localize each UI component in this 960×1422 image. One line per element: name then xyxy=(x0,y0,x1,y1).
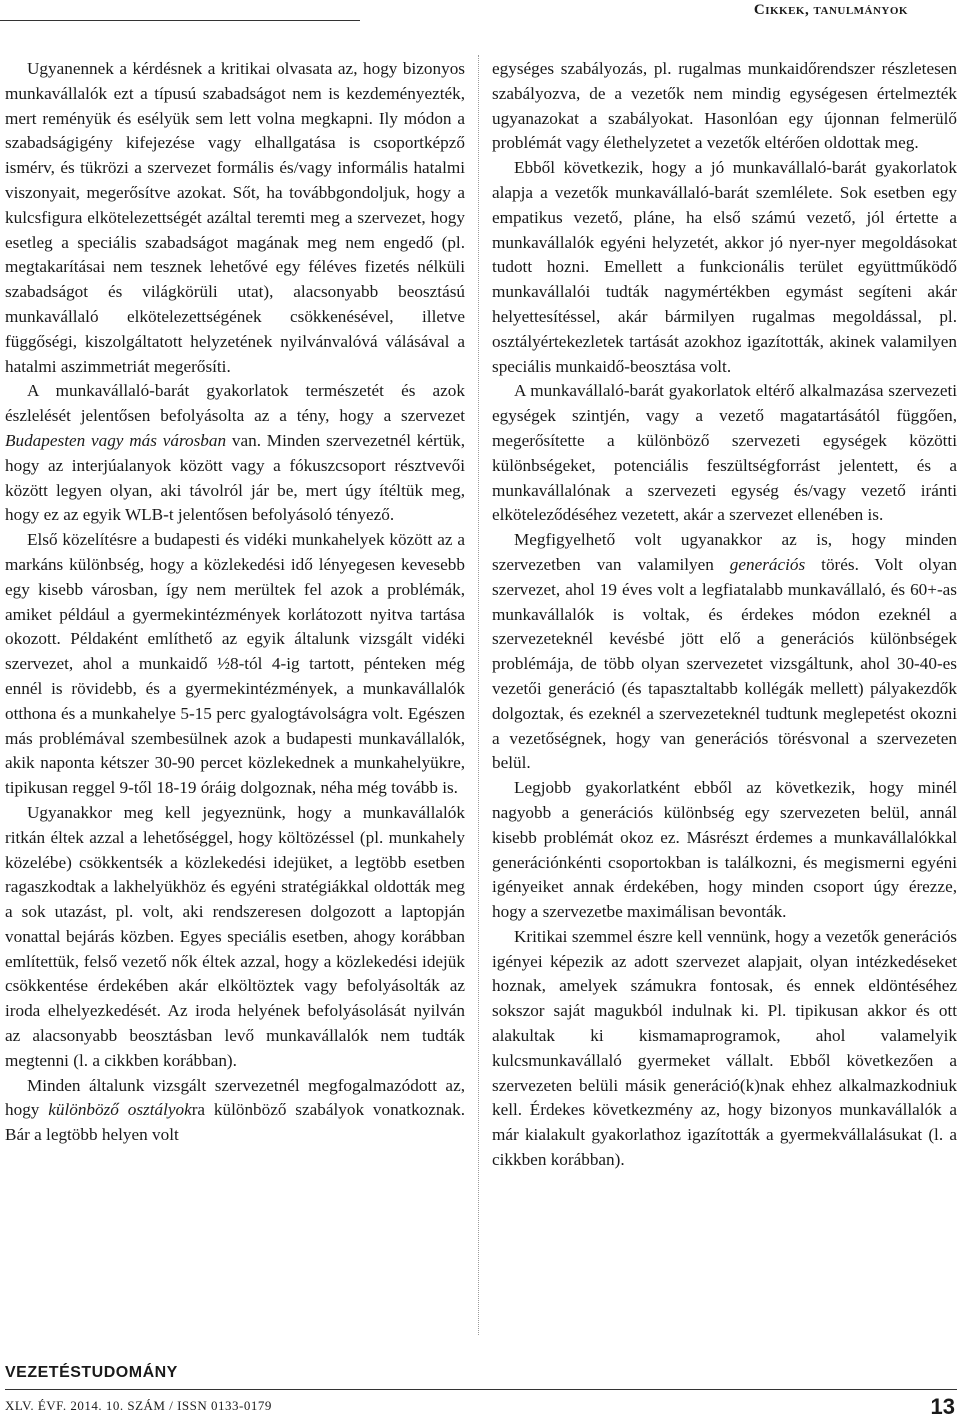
column-divider xyxy=(478,55,479,1335)
italic-text: különböző osztályok xyxy=(48,1100,192,1120)
issue-info: XLV. ÉVF. 2014. 10. SZÁM / ISSN 0133-0179 xyxy=(5,1398,272,1413)
paragraph xyxy=(5,801,465,1074)
text-run: törés. Volt olyan szervezet, ahol 19 éves volt a legfiatalabb munkavállaló, és 60+-as munkavállalók is voltak, és érdekes módon ezeknél a szervezeteknél kevésbé jött elő a generációs különbségek problémája, de több olyan szervezetet vizsgáltunk, ahol 30-40-es vezetői generáció (és tapasztaltabb kollégák mellett) pályakezdők dolgoztak, és ezeknél a szervezeteknél tudtunk meglepetést okozni a vezetőségnek, hogy van generációs törésvonal a szervezeten belül. xyxy=(492,554,958,773)
text-run: van. Minden szervezetnél kértük, hogy az interjúalanyok között vagy a fókuszcsoport résztvevői között legyen olyan, aki távolról jár be, mert úgy ítéltük meg, hogy ez az egyik WLB-t jelentősen befolyásoló tényező. xyxy=(5,430,465,525)
running-header xyxy=(0,0,960,30)
footer-rule xyxy=(5,1389,957,1390)
text-run: Ebből következik, hogy a jó munkavállaló-barát gyakorlatok alapja a vezetők munkavállaló-barát szemlélete. Sok esetben egy empatikus vezető, pláne, ha első számú vezető, jól értette a munkavállalók egyéni helyzetét, akkor jó nyer-nyer megoldásokat tudott hozni. Emellett a funkcionális terület együttműködő munkavállalói tudták nagymértékben egymást segíteni akár helyettesítéssel, akár bármilyen rugalmas megoldással, pl. osztályértekezletek tartását azokhoz igazították, akinek valamilyen speciális munkaidő-beosztása volt. xyxy=(492,158,957,376)
italic-text: Budapesten vagy más városban xyxy=(5,430,227,450)
paragraph xyxy=(5,57,465,379)
text-run: egységes szabályozás, pl. rugalmas munkaidőrendszer részletesen szabályozva, de a vezetők nem mindig egységesen értelmezték ugyanazokat a szabályokat. Hasonlóan egy újonnan felmerülő problémát vagy élethelyzetet a vezetők eltérően oldottak meg. xyxy=(492,59,957,153)
paragraph xyxy=(5,379,465,528)
paragraph xyxy=(492,925,957,1173)
paragraph xyxy=(5,1074,465,1148)
left-column xyxy=(5,57,465,1148)
paragraph xyxy=(492,379,957,528)
right-column xyxy=(492,57,957,1173)
page-number: 13 xyxy=(930,1394,955,1419)
header-rule xyxy=(0,20,360,21)
paragraph xyxy=(492,57,957,156)
text-run: Legjobb gyakorlatként ebből az következik, hogy minél nagyobb a generációs különbség egy szervezeten belül, annál kisebb problémát okoz ez. Másrészt érdemes a munkavállalókkal generációnkénti csoportokban is találkozni, és megismerni egyéni igényeiket annak érdekében, hogy minden csoport úgy érezze, hogy a szervezetbe maximálisan bevonták. xyxy=(492,778,957,922)
text-run: Minden általunk vizsgált szervezetnél megfogalmazódott az, hogy xyxy=(5,1075,465,1120)
italic-text: generációs xyxy=(729,554,806,574)
section-title: Cikkek, tanulmányok xyxy=(753,2,908,18)
text-run: Ugyanakkor meg kell jegyeznünk, hogy a munkavállalók ritkán éltek azzal a lehetőséggel, hogy költözéssel (pl. munkahely közelébe) csökkentsék a közlekedési idejüket, a legtöbb esetben ragaszkodtak a lakhelyükhöz és egyéni stratégiákkal oldották meg a sok utazást, pl. volt, aki rendszeresen dolgozott a laptopján vonattal bejárás közben. Egyes speciális esetben, ahogy korábban említettük, felső vezető nők éltek azzal, hogy a közlekedési idejük csökkentése érdekében akár elköltöztek vagy befolyásolták az iroda elhelyezkedését. Az iroda helyének befolyásolását nyilván az alacsonyabb beosztásban levő munkavállalók nem tudták megtenni (l. a cikkben korábban). xyxy=(5,802,465,1070)
text-run: Megfigyelhető volt ugyanakkor az is, hogy minden szervezetben van valamilyen xyxy=(492,530,957,574)
journal-name: VEZETÉSTUDOMÁNY xyxy=(5,1364,178,1381)
text-run: Első közelítésre a budapesti és vidéki munkahelyek között az a markáns különbség, hogy a közlekedési idő lényegesen kevesebb egy kisebb városban, így nem merültek fel azok a problémák, amiket például a gyermekintézmények korlátozott nyitva tartása okozott. Példaként említhető az egyik általunk vizsgált vidéki szervezet, ahol a munkaidő ½8-tól 4-ig tartott, pénteken még ennél is rövidebb, és a gyermekintézmények, a munkavállalók otthona és a munkahelye 5-15 perc gyalogtávolságra volt. Egészen más problémával szembesülnek azok a budapesti munkavállalók, akik naponta kétszer 30-90 percet közlekednek a munkahelyükre, tipikusan reggel 9-től 18-19 óráig dolgoznak, néha még tovább is. xyxy=(5,530,465,798)
text-run: Kritikai szemmel észre kell vennünk, hogy a vezetők generációs igényei képezik az adott szervezet alapjait, olyan intézkedéseket hoznak, amelyek számukra fontosak, és ennek eldöntéséhez sokszor saját magukból indulnak ki. Pl. tipikusan akkor és ott alakultak ki kismamaprogramok, ahol valamelyik kulcsmunkavállaló gyermeket vállalt. Ebből következően a szervezeten belüli másik generáció(k)nak ehhez alkalmazkodniuk kell. Érdekes következmény az, hogy bizonyos munkavállalók a már kialakult gyakorlathoz igazították a gyermekvállalásukat (l. a cikkben korábban). xyxy=(492,926,957,1170)
text-run: A munkavállaló-barát gyakorlatok természetét és azok észlelését jelentősen befolyásolta az a tény, hogy a szervezet xyxy=(5,381,465,426)
paragraph xyxy=(492,528,957,776)
text-run: Ugyanennek a kérdésnek a kritikai olvasata az, hogy bizonyos munkavállalók ezt a típusú szabadságot nem is kezdeményezték, mert reményük és esélyük sem lett volna megkapni. Ily módon a szabadságigény kifejezése vagy elhallgatása is csoportképző ismérv, és tükrözi a szervezet formális és/vagy informális hatalmi viszonyait, megerősítve azokat. Sőt, ha továbbgondoljuk, hogy a kulcsfigura elkötelezettségét azáltal teremti meg a szervezet, hogy esetleg a speciális szabadságot magának meg nem engedő (pl. megtakarításai nem tesznek lehetővé egy féléves fizetés nélküli szabadságot és világkörüli utat), alacsonyabb beosztású munkavállaló elkötelezettségének csökkenésével, illetve függőségi, kiszolgáltatott helyzetének nyilvánvalóvá válásával a hatalmi aszimmetriát megerősíti. xyxy=(5,59,465,376)
paragraph xyxy=(5,528,465,801)
text-run: A munkavállaló-barát gyakorlatok eltérő alkalmazása szervezeti egységek szintjén, vagy a vezető magatartásától függően, megerősítette a különböző szervezeti egységek közötti különbségeket, potenciális feszültségforrást jelentett, és a munkavállalónak a szervezeti egység és/vagy vezető iránti elköteleződéséhez vezetett, akár a szervezet ellenében is. xyxy=(492,381,957,525)
text-run: ra különböző szabályok vonatkoznak. Bár a legtöbb helyen volt xyxy=(5,1100,465,1145)
paragraph xyxy=(492,776,957,925)
paragraph xyxy=(492,156,957,379)
